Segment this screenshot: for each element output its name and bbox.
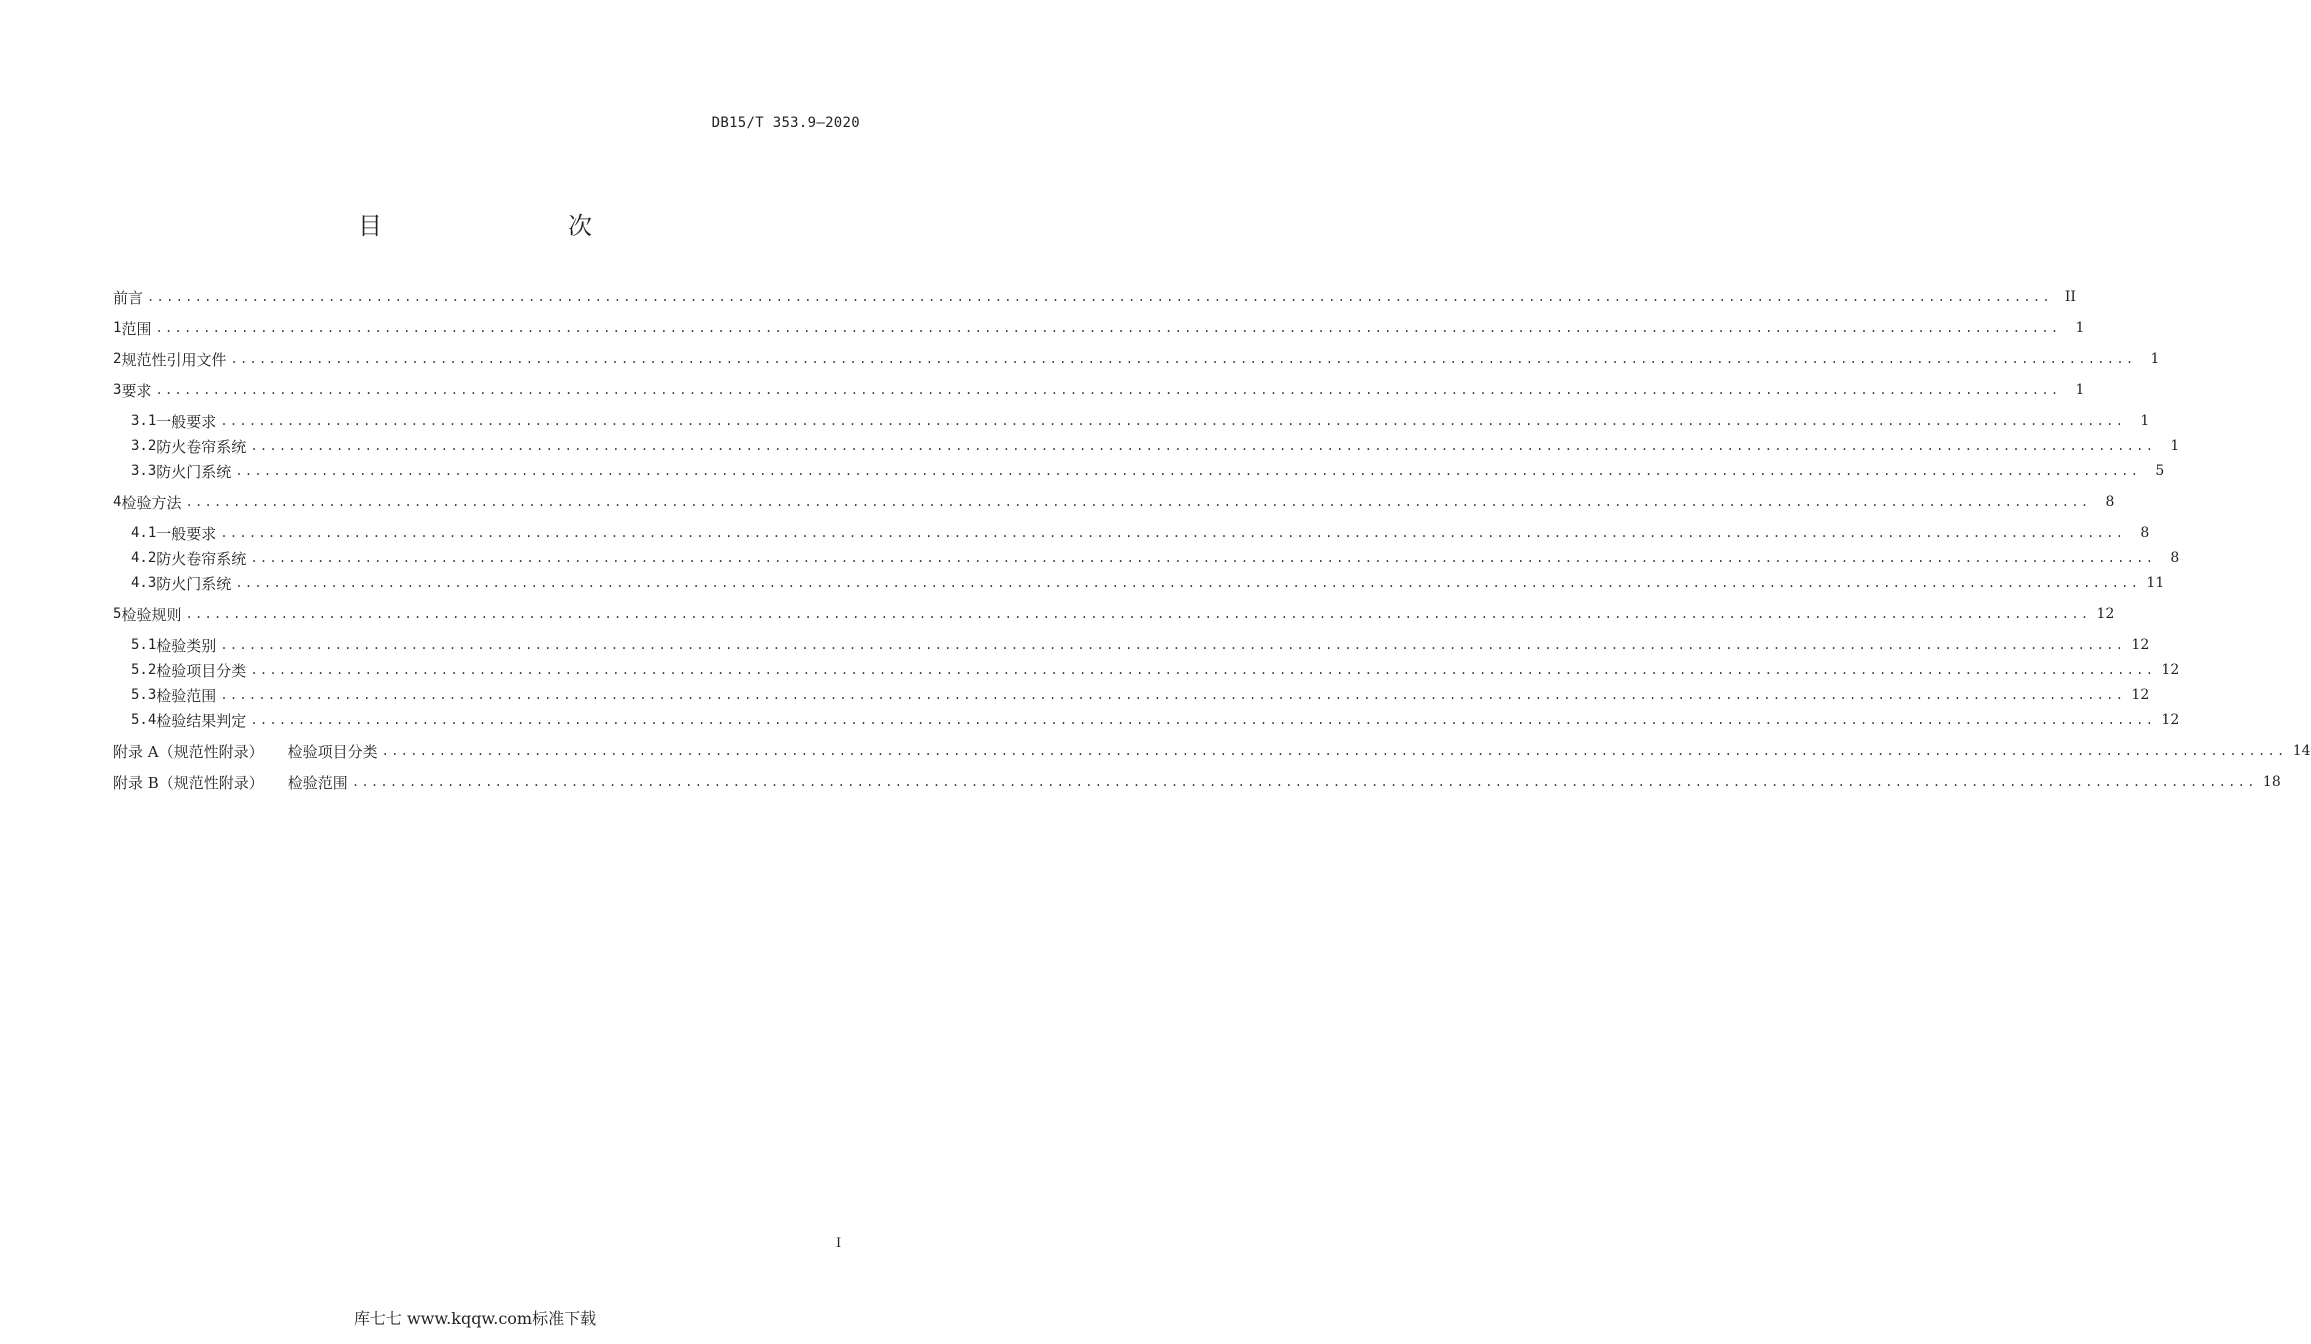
toc-entry[interactable] bbox=[113, 459, 2165, 483]
toc-entry[interactable] bbox=[113, 602, 2115, 626]
toc-entry-number: 5.3 bbox=[131, 687, 157, 703]
toc-entry[interactable] bbox=[113, 285, 2076, 309]
toc-entry-title: 防火卷帘系统 bbox=[156, 549, 247, 568]
toc-dot-leader: ........................................................................................................................................................................................................ bbox=[235, 576, 2141, 590]
toc-entry[interactable] bbox=[113, 658, 2180, 682]
toc-dot-leader: ........................................................................................................................................................................................................ bbox=[155, 383, 2061, 397]
toc-entry-page: 1 bbox=[2075, 382, 2085, 398]
toc-entry[interactable] bbox=[113, 434, 2180, 458]
toc-entry-appendix-label: 附录 A（规范性附录） bbox=[113, 742, 264, 761]
toc-dot-leader: ........................................................................................................................................................................................................ bbox=[250, 439, 2156, 453]
toc-entry-number: 4.3 bbox=[131, 575, 157, 591]
toc-entry-number: 3.1 bbox=[131, 413, 157, 429]
toc-entry-title: 检验项目分类 bbox=[287, 742, 378, 761]
toc-entry-page: 1 bbox=[2170, 438, 2180, 454]
toc-entry[interactable] bbox=[113, 347, 2160, 371]
toc-entry-page: 5 bbox=[2155, 463, 2165, 479]
toc-entry-title: 检验结果判定 bbox=[156, 711, 247, 730]
toc-dot-leader: ........................................................................................................................................................................................................ bbox=[185, 495, 2091, 509]
toc-entry[interactable] bbox=[113, 378, 2085, 402]
toc-entry-title: 防火卷帘系统 bbox=[156, 437, 247, 456]
toc-entry[interactable] bbox=[113, 316, 2085, 340]
toc-entry-page: 12 bbox=[2096, 606, 2115, 622]
toc-dot-leader: ........................................................................................................................................................................................................ bbox=[250, 663, 2156, 677]
toc-entry-page: 14 bbox=[2292, 743, 2311, 759]
toc-dot-leader: ........................................................................................................................................................................................................ bbox=[230, 352, 2136, 366]
toc-dot-leader: ........................................................................................................................................................................................................ bbox=[220, 526, 2126, 540]
toc-entry-title: 检验范围 bbox=[287, 773, 348, 792]
toc-entry[interactable] bbox=[113, 708, 2180, 732]
toc-entry-page: 11 bbox=[2146, 575, 2165, 591]
toc-entry-page: 1 bbox=[2075, 320, 2085, 336]
toc-entry-number: 3.3 bbox=[131, 463, 157, 479]
toc-entry-number: 5 bbox=[113, 606, 122, 622]
toc-entry-title: 检验规则 bbox=[121, 605, 182, 624]
page-number: I bbox=[836, 1236, 842, 1251]
toc-entry-page: II bbox=[2064, 289, 2076, 305]
document-code: DB15/T 353.9—2020 bbox=[711, 115, 860, 131]
toc-entry-title: 范围 bbox=[121, 319, 152, 338]
toc-dot-leader: ........................................................................................................................................................................................................ bbox=[235, 464, 2141, 478]
toc-entry-page: 12 bbox=[2131, 687, 2150, 703]
page-title: 目 次 bbox=[358, 212, 638, 240]
toc-entry-number: 1 bbox=[113, 320, 122, 336]
toc-entry-appendix-label: 附录 B（规范性附录） bbox=[113, 773, 264, 792]
toc-entry-title: 防火门系统 bbox=[156, 462, 232, 481]
toc-entry[interactable] bbox=[113, 633, 2150, 657]
toc-entry[interactable] bbox=[113, 739, 2311, 763]
toc-entry-title: 规范性引用文件 bbox=[121, 350, 227, 369]
toc-entry-page: 8 bbox=[2105, 494, 2115, 510]
toc-entry-number: 3.2 bbox=[131, 438, 157, 454]
toc-entry[interactable] bbox=[113, 770, 2281, 794]
toc-entry-page: 18 bbox=[2262, 774, 2281, 790]
toc-entry-title: 检验方法 bbox=[121, 493, 182, 512]
toc-entry-number: 5.2 bbox=[131, 662, 157, 678]
toc-dot-leader: ........................................................................................................................................................................................................ bbox=[185, 607, 2091, 621]
toc-entry-page: 8 bbox=[2170, 550, 2180, 566]
toc-dot-leader: ........................................................................................................................................................................................................ bbox=[220, 414, 2126, 428]
toc-dot-leader: ........................................................................................................................................................................................................ bbox=[381, 744, 2287, 758]
toc-dot-leader: ........................................................................................................................................................................................................ bbox=[250, 713, 2156, 727]
toc-entry[interactable] bbox=[113, 571, 2165, 595]
watermark-text: 库七七 www.kqqw.com标准下载 bbox=[353, 1309, 597, 1328]
toc-dot-leader: ........................................................................................................................................................................................................ bbox=[147, 290, 2052, 304]
toc-entry-page: 8 bbox=[2140, 525, 2150, 541]
toc-entry-number: 5.4 bbox=[131, 712, 157, 728]
toc-entry-title: 防火门系统 bbox=[156, 574, 232, 593]
toc-entry-number: 4 bbox=[113, 494, 122, 510]
toc-entry-title: 要求 bbox=[121, 381, 152, 400]
toc-entry[interactable] bbox=[113, 490, 2115, 514]
toc-entry-page: 12 bbox=[2131, 637, 2150, 653]
toc-entry[interactable] bbox=[113, 521, 2150, 545]
toc-entry-page: 12 bbox=[2161, 662, 2180, 678]
toc-entry-title: 一般要求 bbox=[156, 524, 217, 543]
toc-entry[interactable] bbox=[113, 683, 2150, 707]
toc-dot-leader: ........................................................................................................................................................................................................ bbox=[351, 775, 2257, 789]
toc-entry-title: 一般要求 bbox=[156, 412, 217, 431]
toc-dot-leader: ........................................................................................................................................................................................................ bbox=[155, 321, 2061, 335]
toc-entry-number: 2 bbox=[113, 351, 122, 367]
toc-entry-title: 检验项目分类 bbox=[156, 661, 247, 680]
toc-entry-number: 4.1 bbox=[131, 525, 157, 541]
toc-entry-title: 前言 bbox=[113, 288, 144, 307]
toc-entry-page: 12 bbox=[2161, 712, 2180, 728]
toc-dot-leader: ........................................................................................................................................................................................................ bbox=[250, 551, 2156, 565]
toc-dot-leader: ........................................................................................................................................................................................................ bbox=[220, 688, 2126, 702]
toc-entry[interactable] bbox=[113, 546, 2180, 570]
toc-entry[interactable] bbox=[113, 409, 2150, 433]
toc-entry-title: 检验范围 bbox=[156, 686, 217, 705]
toc-entry-title: 检验类别 bbox=[156, 636, 217, 655]
toc-dot-leader: ........................................................................................................................................................................................................ bbox=[220, 638, 2126, 652]
toc-entry-number: 5.1 bbox=[131, 637, 157, 653]
toc-entry-page: 1 bbox=[2140, 413, 2150, 429]
toc-entry-number: 3 bbox=[113, 382, 122, 398]
toc-entry-number: 4.2 bbox=[131, 550, 157, 566]
toc-entry-page: 1 bbox=[2150, 351, 2160, 367]
